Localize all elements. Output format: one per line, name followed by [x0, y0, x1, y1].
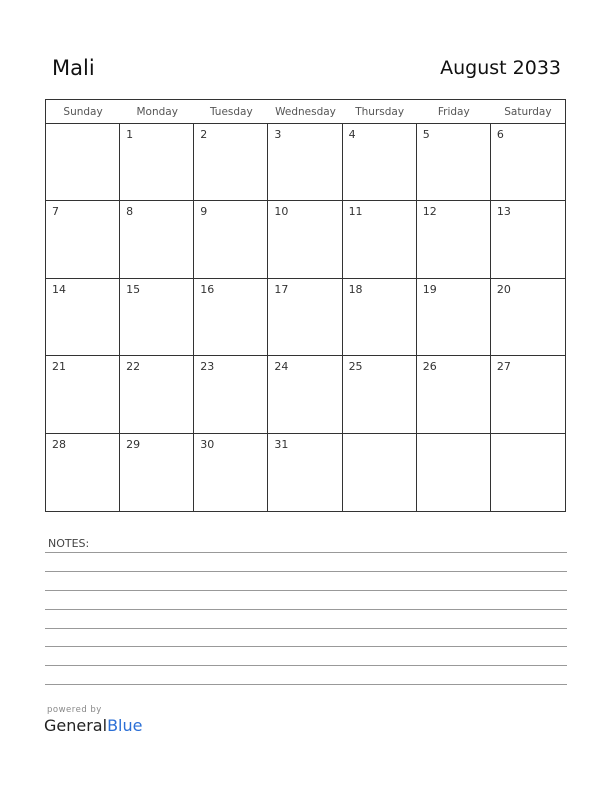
day-cell: [268, 201, 342, 278]
day-number: 14: [52, 282, 66, 296]
weekday-header-sunday: Sunday: [46, 100, 120, 124]
weekday-header-monday: Monday: [120, 100, 194, 124]
day-cell: [343, 201, 417, 278]
day-cell: [46, 201, 120, 278]
day-cell: [491, 201, 565, 278]
day-number: 30: [200, 437, 215, 451]
note-line: [45, 609, 567, 610]
day-number: 17: [274, 282, 289, 296]
brand-blue: Blue: [107, 716, 143, 735]
day-number: 9: [200, 205, 208, 219]
day-cell: [46, 124, 120, 201]
note-line: [45, 646, 567, 647]
day-number: 10: [274, 205, 289, 219]
day-number: 16: [200, 282, 215, 296]
notes-label: NOTES:: [48, 537, 90, 550]
day-number: 15: [126, 282, 141, 296]
month-year-title: August 2033: [440, 57, 561, 79]
day-cell: [268, 279, 342, 356]
day-cell: [491, 279, 565, 356]
day-number: 1: [126, 128, 134, 141]
day-number: 7: [52, 205, 59, 219]
note-line: [45, 628, 567, 629]
generalblue-logo[interactable]: [44, 716, 142, 735]
note-line: [45, 552, 567, 553]
day-cell: [194, 124, 268, 201]
day-number: 11: [348, 205, 363, 219]
day-cell: [417, 124, 491, 201]
day-number: 22: [126, 360, 141, 374]
day-number: 3: [274, 128, 282, 141]
day-cell: [46, 356, 120, 433]
day-cell: [417, 434, 491, 511]
note-line: [45, 590, 567, 591]
day-cell: [491, 124, 565, 201]
day-cell: [268, 356, 342, 433]
weekday-header-tuesday: Tuesday: [194, 100, 268, 124]
day-number: 13: [496, 205, 511, 219]
brand-general: General: [44, 716, 108, 735]
day-cell: [491, 434, 565, 511]
day-number: 8: [126, 205, 134, 219]
day-cell: [491, 356, 565, 433]
day-number: 4: [348, 128, 356, 141]
day-number: 28: [52, 437, 66, 451]
day-number: 2: [200, 128, 208, 141]
day-cell: [268, 124, 342, 201]
day-number: 26: [422, 360, 437, 374]
day-cell: [343, 124, 417, 201]
day-cell: [120, 356, 194, 433]
weekday-header-wednesday: Wednesday: [268, 100, 342, 124]
day-cell: [343, 434, 417, 511]
day-number: 20: [496, 282, 511, 296]
day-number: 18: [348, 282, 363, 296]
day-number: 24: [274, 360, 289, 374]
day-cell: [120, 279, 194, 356]
day-number: 6: [496, 128, 504, 141]
day-cell: [194, 279, 268, 356]
calendar-grid: [45, 99, 566, 512]
day-cell: [46, 434, 120, 511]
day-cell: [120, 124, 194, 201]
day-number: 27: [496, 360, 511, 374]
day-number: 21: [52, 360, 66, 374]
day-number: 29: [126, 437, 141, 451]
country-title: Mali: [52, 56, 95, 80]
day-cell: [120, 201, 194, 278]
day-cell: [343, 279, 417, 356]
note-line: [45, 684, 567, 685]
day-cell: [417, 279, 491, 356]
day-cell: [194, 434, 268, 511]
day-cell: [417, 356, 491, 433]
day-number: 25: [348, 360, 363, 374]
powered-by-text: powered by: [47, 705, 102, 715]
weekday-header-thursday: Thursday: [343, 100, 417, 124]
day-number: 19: [422, 282, 437, 296]
day-cell: [268, 434, 342, 511]
note-line: [45, 571, 567, 572]
day-number: 23: [200, 360, 215, 374]
weekday-header-friday: Friday: [417, 100, 491, 124]
day-number: 5: [422, 128, 430, 141]
day-cell: [343, 356, 417, 433]
day-cell: [194, 201, 268, 278]
day-number: 31: [274, 437, 289, 451]
note-line: [45, 665, 567, 666]
day-cell: [120, 434, 194, 511]
day-number: 12: [422, 205, 437, 219]
weekday-header-saturday: Saturday: [491, 100, 565, 124]
day-cell: [194, 356, 268, 433]
day-cell: [46, 279, 120, 356]
day-cell: [417, 201, 491, 278]
